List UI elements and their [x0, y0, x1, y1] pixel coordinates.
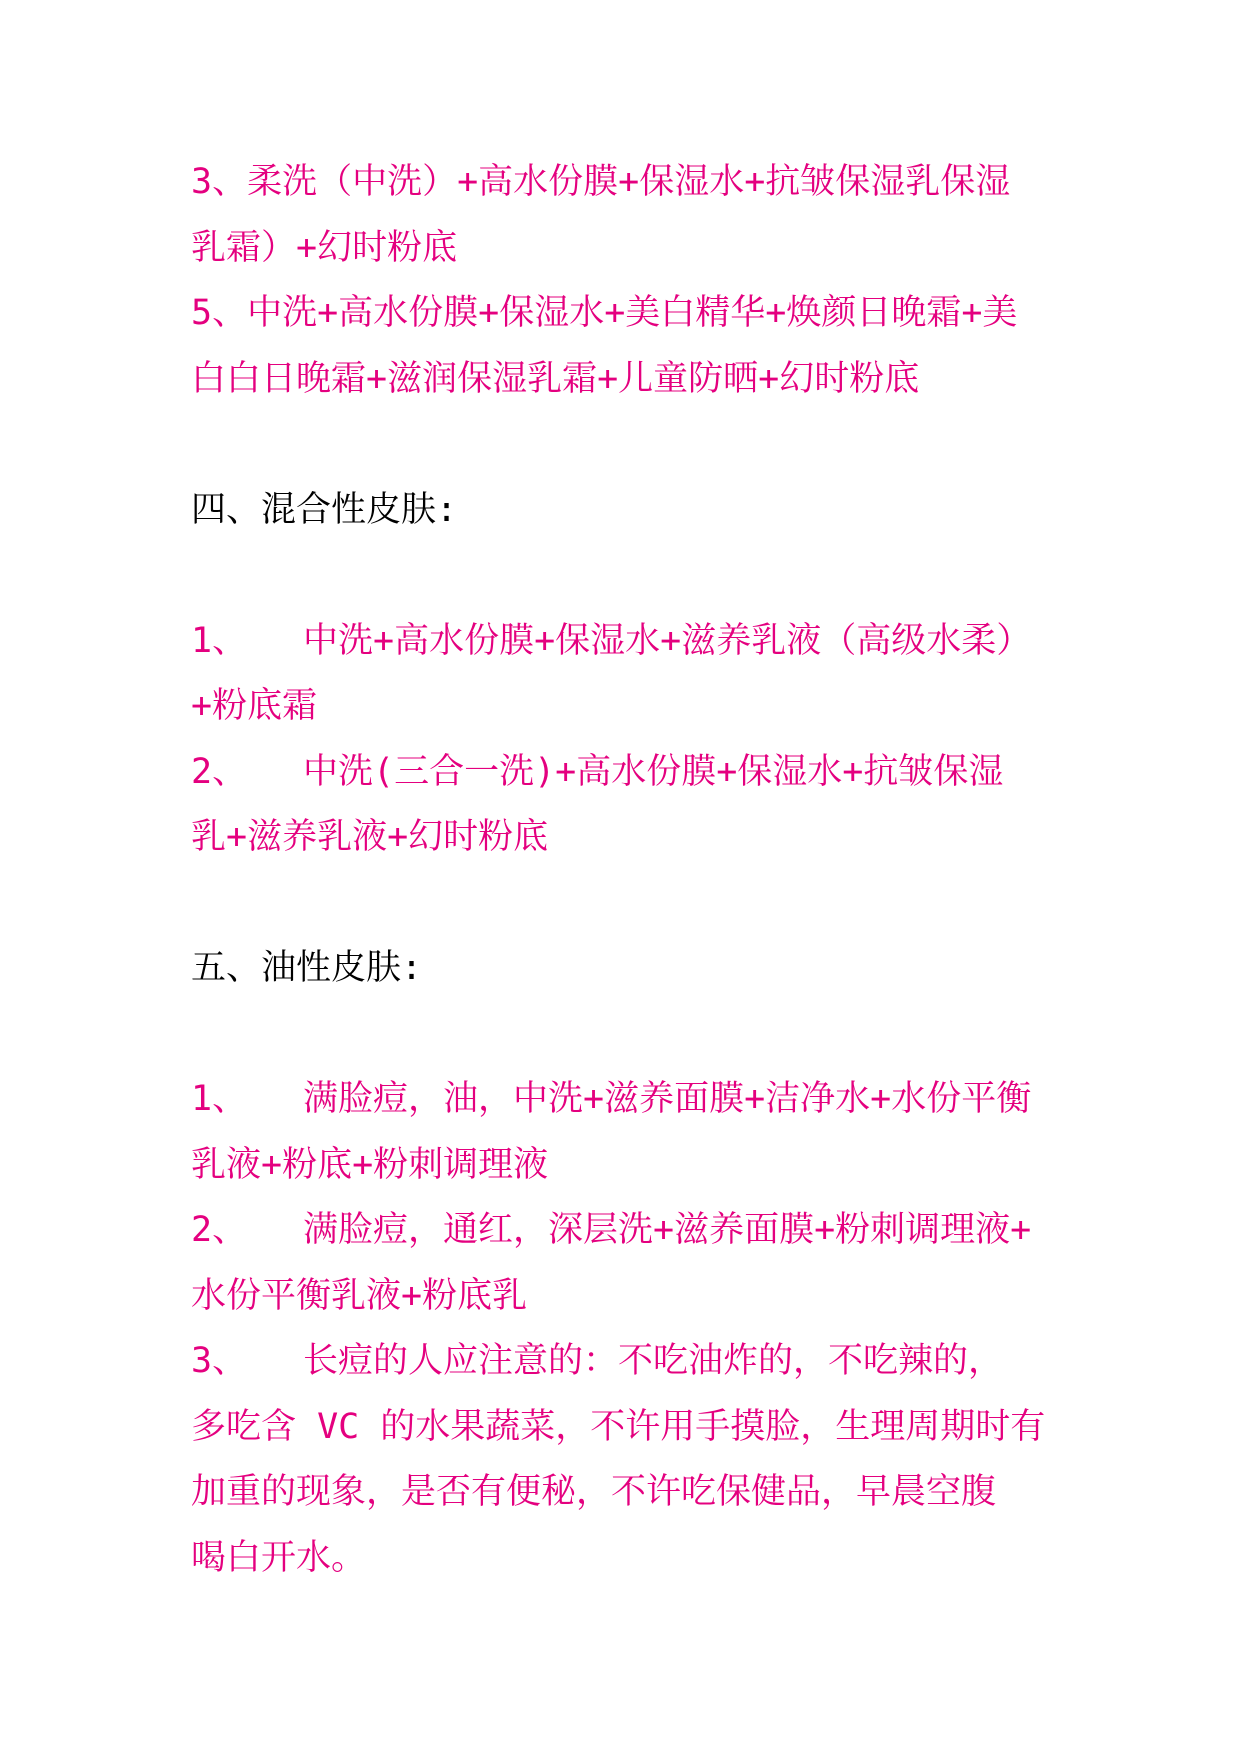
- item-text-line: 3、柔洗（中洗）+高水份膜+保湿水+抗皱保湿乳保湿: [191, 162, 1011, 202]
- list-item: [191, 150, 1056, 281]
- item-number: 1、: [191, 620, 248, 661]
- item-first-line: [191, 740, 1056, 806]
- item-text-line: 5、中洗+高水份膜+保湿水+美白精华+焕颜日晚霜+美: [191, 293, 1018, 333]
- item-text-line: 喝白开水。: [191, 1537, 367, 1578]
- list-item: [191, 281, 1056, 412]
- section-heading: 五、油性皮肤:: [191, 948, 423, 988]
- list-item: [191, 609, 1056, 740]
- item-number: 1、: [191, 1079, 248, 1119]
- item-number: 2、: [191, 1210, 248, 1250]
- document-page: [191, 150, 1056, 1591]
- item-text-line: 乳霜）+幻时粉底: [191, 227, 458, 268]
- item-text-line: 水份平衡乳液+粉底乳: [191, 1275, 528, 1316]
- item-first-line: [191, 609, 1056, 675]
- item-text-line: 乳液+粉底+粉刺调理液: [191, 1144, 549, 1185]
- item-first-line: [191, 1198, 1056, 1264]
- list-item: [191, 1067, 1056, 1198]
- list-item: [191, 740, 1056, 871]
- item-text-line: 白白日晚霜+滋润保湿乳霜+儿童防晒+幻时粉底: [191, 358, 920, 399]
- item-first-line: [191, 1067, 1056, 1133]
- intro-list: [191, 150, 1056, 412]
- section-combination-skin: [191, 478, 1056, 871]
- item-text-line: +粉底霜: [191, 686, 318, 726]
- item-text: 中洗(三合一洗)+高水份膜+保湿水+抗皱保湿: [303, 751, 1004, 792]
- item-number: 3、: [191, 1341, 248, 1381]
- item-text: 满脸痘，油，中洗+滋养面膜+洁净水+水份平衡: [303, 1079, 1032, 1119]
- item-text: 中洗+高水份膜+保湿水+滋养乳液（高级水柔）: [303, 620, 1032, 661]
- item-text: 长痘的人应注意的：不吃油炸的，不吃辣的，: [303, 1341, 1004, 1381]
- item-text-line: 乳+滋养乳液+幻时粉底: [191, 817, 549, 857]
- item-first-line: [191, 1329, 1056, 1395]
- item-text-line: 加重的现象，是否有便秘，不许吃保健品，早晨空腹: [191, 1472, 997, 1512]
- list-item: [191, 1198, 1056, 1329]
- item-text: 满脸痘，通红，深层洗+滋养面膜+粉刺调理液+: [303, 1210, 1032, 1250]
- section-oily-skin: [191, 936, 1056, 1591]
- item-number: 2、: [191, 751, 248, 792]
- item-text-line: 多吃含 VC 的水果蔬菜，不许用手摸脸，生理周期时有: [191, 1406, 1046, 1447]
- section-heading: 四、混合性皮肤:: [191, 489, 458, 530]
- list-item: [191, 1329, 1056, 1591]
